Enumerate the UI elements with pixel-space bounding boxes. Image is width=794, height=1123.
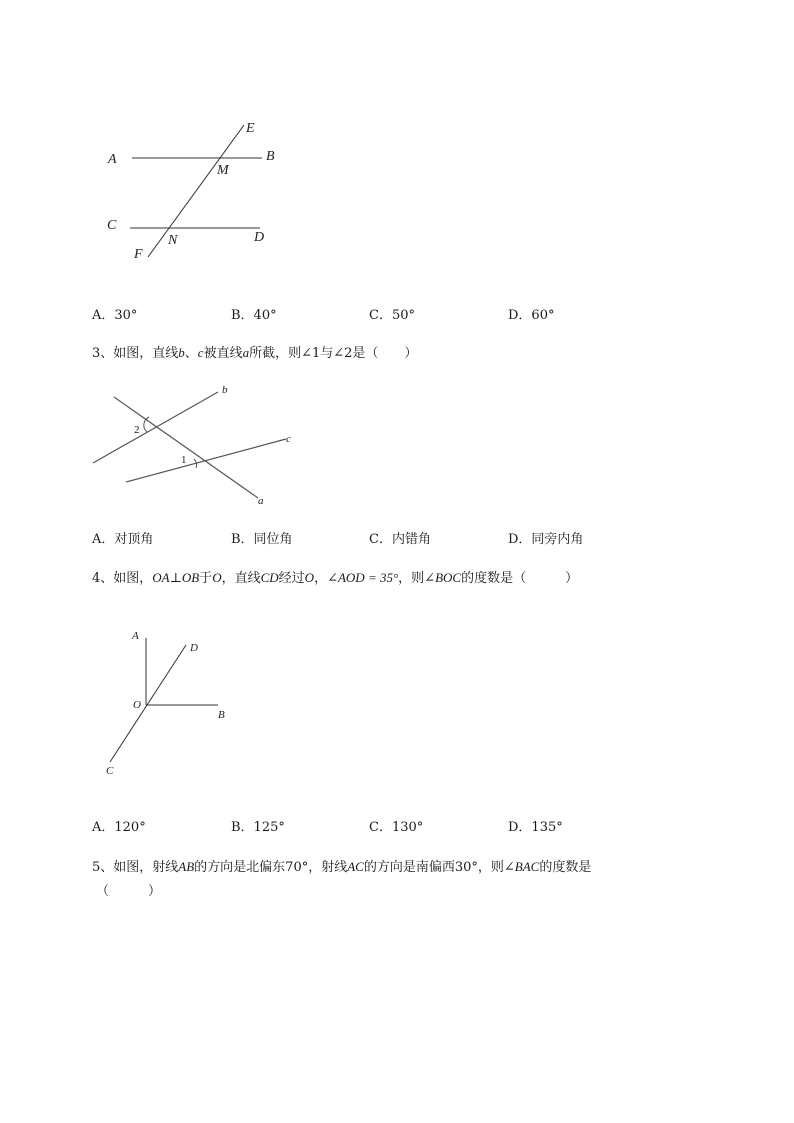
label-c: C — [106, 765, 114, 777]
label-f: F — [134, 247, 143, 262]
figure-angles-1-2 — [90, 380, 310, 510]
option-a[interactable]: A．对顶角 — [92, 532, 154, 547]
option-b[interactable]: B．同位角 — [231, 532, 293, 547]
question-3-text: 3、如图，直线b、c被直线a所截，则∠1与∠2是（ ） — [92, 345, 418, 361]
option-d[interactable]: D．135° — [508, 820, 563, 835]
label-d: D — [254, 230, 265, 245]
label-one: 1 — [181, 454, 187, 466]
label-c: C — [107, 218, 117, 233]
label-a: a — [258, 495, 264, 507]
line-a — [114, 397, 258, 498]
label-c: c — [286, 433, 291, 445]
line-cd — [110, 645, 186, 762]
line-c — [126, 439, 286, 482]
label-a: A — [132, 630, 139, 642]
option-c[interactable]: C．内错角 — [369, 532, 431, 547]
options-q2 — [92, 304, 732, 324]
question-5-text: 5、如图，射线AB的方向是北偏东70°，射线AC的方向是南偏西30°，则∠BAC的度数是 — [92, 859, 592, 875]
option-c[interactable]: C．130° — [369, 820, 424, 835]
label-d: D — [190, 642, 198, 654]
label-e: E — [246, 121, 255, 136]
angle-2-arc — [144, 417, 149, 432]
line-b — [93, 392, 218, 463]
option-b[interactable]: B．40° — [231, 308, 277, 323]
option-a[interactable]: A．30° — [92, 308, 138, 323]
label-a: A — [108, 152, 117, 167]
label-m: M — [217, 163, 229, 178]
figure-perpendicular — [100, 625, 240, 780]
figure-parallel-transversal — [100, 115, 290, 265]
question-5-answer-blank: （ ） — [96, 884, 162, 899]
option-d[interactable]: D．60° — [508, 308, 555, 323]
label-b: B — [218, 709, 225, 721]
option-a[interactable]: A．120° — [92, 820, 146, 835]
question-4-text: 4、如图，OA⊥OB于O，直线CD经过O，∠AOD = 35°，则∠BOC的度数是（ ） — [92, 570, 579, 586]
option-d[interactable]: D．同旁内角 — [508, 532, 584, 547]
options-q3 — [92, 528, 732, 548]
label-o: O — [133, 699, 141, 711]
option-c[interactable]: C．50° — [369, 308, 415, 323]
options-q4 — [92, 816, 732, 836]
label-b: B — [266, 149, 275, 164]
label-two: 2 — [134, 424, 140, 436]
label-b: b — [222, 384, 228, 396]
line-ef — [148, 125, 244, 257]
label-n: N — [168, 233, 178, 248]
option-b[interactable]: B．125° — [231, 820, 285, 835]
